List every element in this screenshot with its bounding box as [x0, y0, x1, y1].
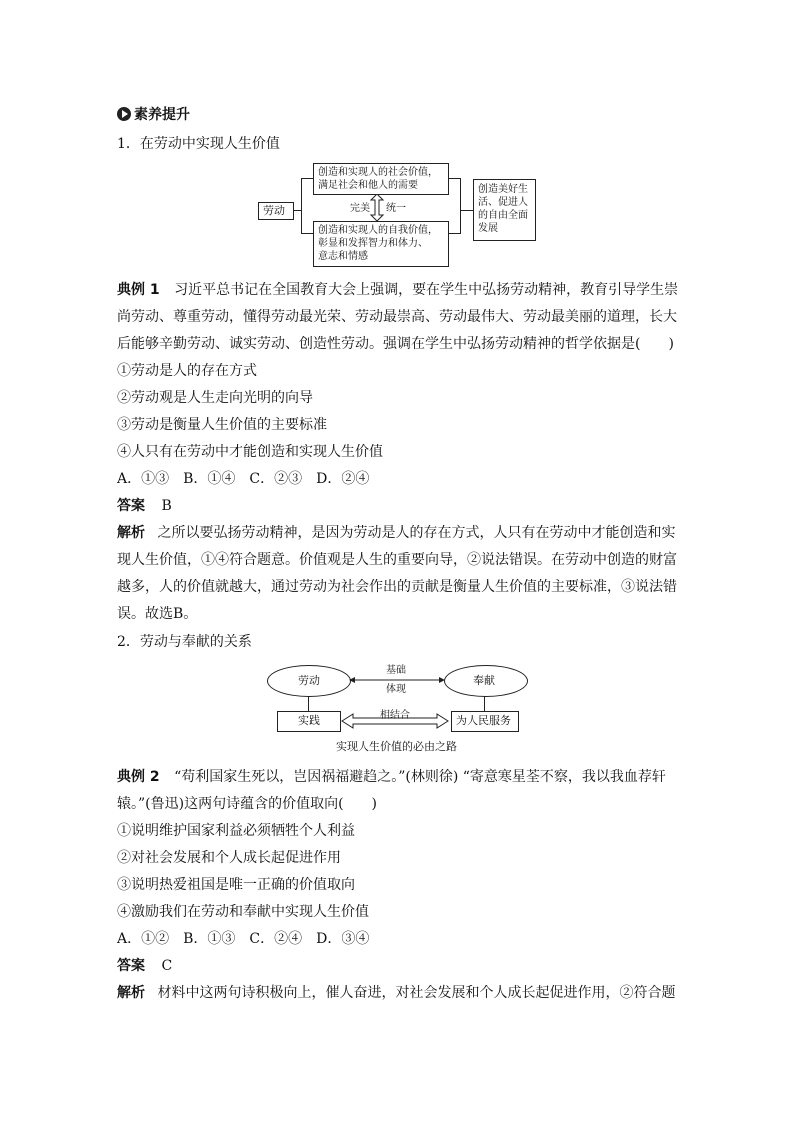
example2-answer [117, 956, 172, 976]
self-value-line-2: 彰显和发挥智力和体力、 [318, 238, 428, 249]
example1-analysis-line-1 [117, 523, 675, 543]
answer-value: B [161, 498, 172, 514]
dedication-oval-label: 奉献 [473, 674, 495, 687]
social-value-line-1: 创造和实现人的社会价值， [318, 167, 438, 178]
example2-choices: A．①② B．①③ C．②④ D．③④ [117, 931, 370, 947]
social-value-line-2: 满足社会和他人的需要 [318, 180, 418, 191]
development-line-2: 活、促进人 [478, 197, 528, 208]
example2-option-2: ②对社会发展和个人成长起促进作用 [117, 850, 341, 866]
example1-option-4: ④人只有在劳动中才能创造和实现人生价值 [117, 444, 383, 460]
labor-box [258, 202, 294, 220]
analysis-text-2: 现人生价值，①④符合题意。价值观是人生的重要向导，②说法错误。在劳动中创造的财富 [117, 552, 677, 568]
serve-people-box [451, 711, 519, 732]
example2-stem-1: “苟利国家生死以，岂因祸福避趋之。”(林则徐) “寄意寒星荃不察，我以我血荐轩 [174, 769, 666, 785]
self-value-line-3: 意志和情感 [318, 251, 368, 262]
example2-option-1: ①说明维护国家利益必须牺牲个人利益 [117, 823, 355, 839]
example2-option-3: ③说明热爱祖国是唯一正确的价值取向 [117, 877, 355, 893]
example2-label: 典例 2 [117, 769, 160, 785]
double-arrow-icon [370, 194, 384, 221]
section-heading [117, 104, 190, 124]
analysis-text-1: 材料中这两句诗积极向上，催人奋进，对社会发展和个人成长起促进作用，②符合题 [157, 985, 676, 1001]
example1-stem-1: 习近平总书记在全国教育大会上强调，要在学生中弘扬劳动精神，教育引导学生崇 [174, 282, 679, 298]
analysis-text-4: 误。故选B。 [117, 606, 198, 622]
section-heading-text: 素养提升 [134, 107, 190, 123]
answer-label: 答案 [117, 498, 145, 514]
development-line-1: 创造美好生 [478, 184, 528, 195]
combine-label: 相结合 [380, 710, 410, 721]
example1-option-1: ①劳动是人的存在方式 [117, 363, 257, 379]
labor-oval [267, 665, 351, 697]
practice-label: 实践 [298, 714, 320, 727]
example1-answer [117, 496, 172, 516]
example1-choices: A．①③ B．①④ C．②③ D．②④ [117, 471, 370, 487]
analysis-label: 解析 [117, 525, 145, 541]
point2-title: 2．劳动与奉献的关系 [117, 634, 252, 650]
analysis-label: 解析 [117, 985, 145, 1001]
example1-option-2: ②劳动观是人生走向光明的向导 [117, 390, 313, 406]
analysis-text-3: 越多，人的价值就越大，通过劳动为社会作出的贡献是衡量人生价值的主要标准，③说法错 [117, 579, 677, 595]
development-line-4: 发展 [478, 223, 498, 234]
example2-line-1 [117, 767, 666, 787]
self-value-line-1: 创造和实现人的自我价值， [318, 225, 438, 236]
answer-label: 答案 [117, 958, 145, 974]
serve-people-label: 为人民服务 [456, 714, 511, 727]
diagram2-caption: 实现人生价值的必由之路 [336, 740, 457, 753]
example1-label: 典例 1 [117, 282, 160, 298]
answer-value: C [161, 958, 173, 974]
dedication-oval [444, 665, 528, 697]
development-line-3: 的自由全面 [478, 210, 528, 221]
labor-oval-label: 劳动 [298, 674, 320, 687]
labor-box-label: 劳动 [263, 204, 285, 217]
example2-option-4: ④激励我们在劳动和奉献中实现人生价值 [117, 904, 369, 920]
point1-title: 1．在劳动中实现人生价值 [117, 136, 280, 152]
example1-line-1 [117, 280, 678, 300]
practice-box [277, 711, 341, 732]
example1-stem-3: 后能够辛勤劳动、诚实劳动、创造性劳动。强调在学生中弘扬劳动精神的哲学依据是( ) [117, 336, 674, 352]
social-value-box [313, 163, 449, 195]
perfect-label: 完美 [350, 203, 370, 214]
example1-stem-2: 尚劳动、尊重劳动，懂得劳动最光荣、劳动最崇高、劳动最伟大、劳动最美丽的道理，长大 [117, 309, 677, 325]
development-box [473, 179, 536, 241]
example2-analysis-line-1 [117, 983, 675, 1003]
example2-stem-2: 辕。”(鲁迅)这两句诗蕴含的价值取向( ) [117, 796, 378, 812]
example1-option-3: ③劳动是衡量人生价值的主要标准 [117, 417, 327, 433]
self-value-box [313, 221, 449, 267]
embodiment-label: 体现 [386, 684, 406, 695]
foundation-label: 基础 [386, 665, 406, 676]
unity-label: 统一 [386, 203, 406, 214]
analysis-text-1: 之所以要弘扬劳动精神，是因为劳动是人的存在方式，人只有在劳动中才能创造和实 [157, 525, 676, 541]
play-circle-icon [117, 107, 131, 121]
